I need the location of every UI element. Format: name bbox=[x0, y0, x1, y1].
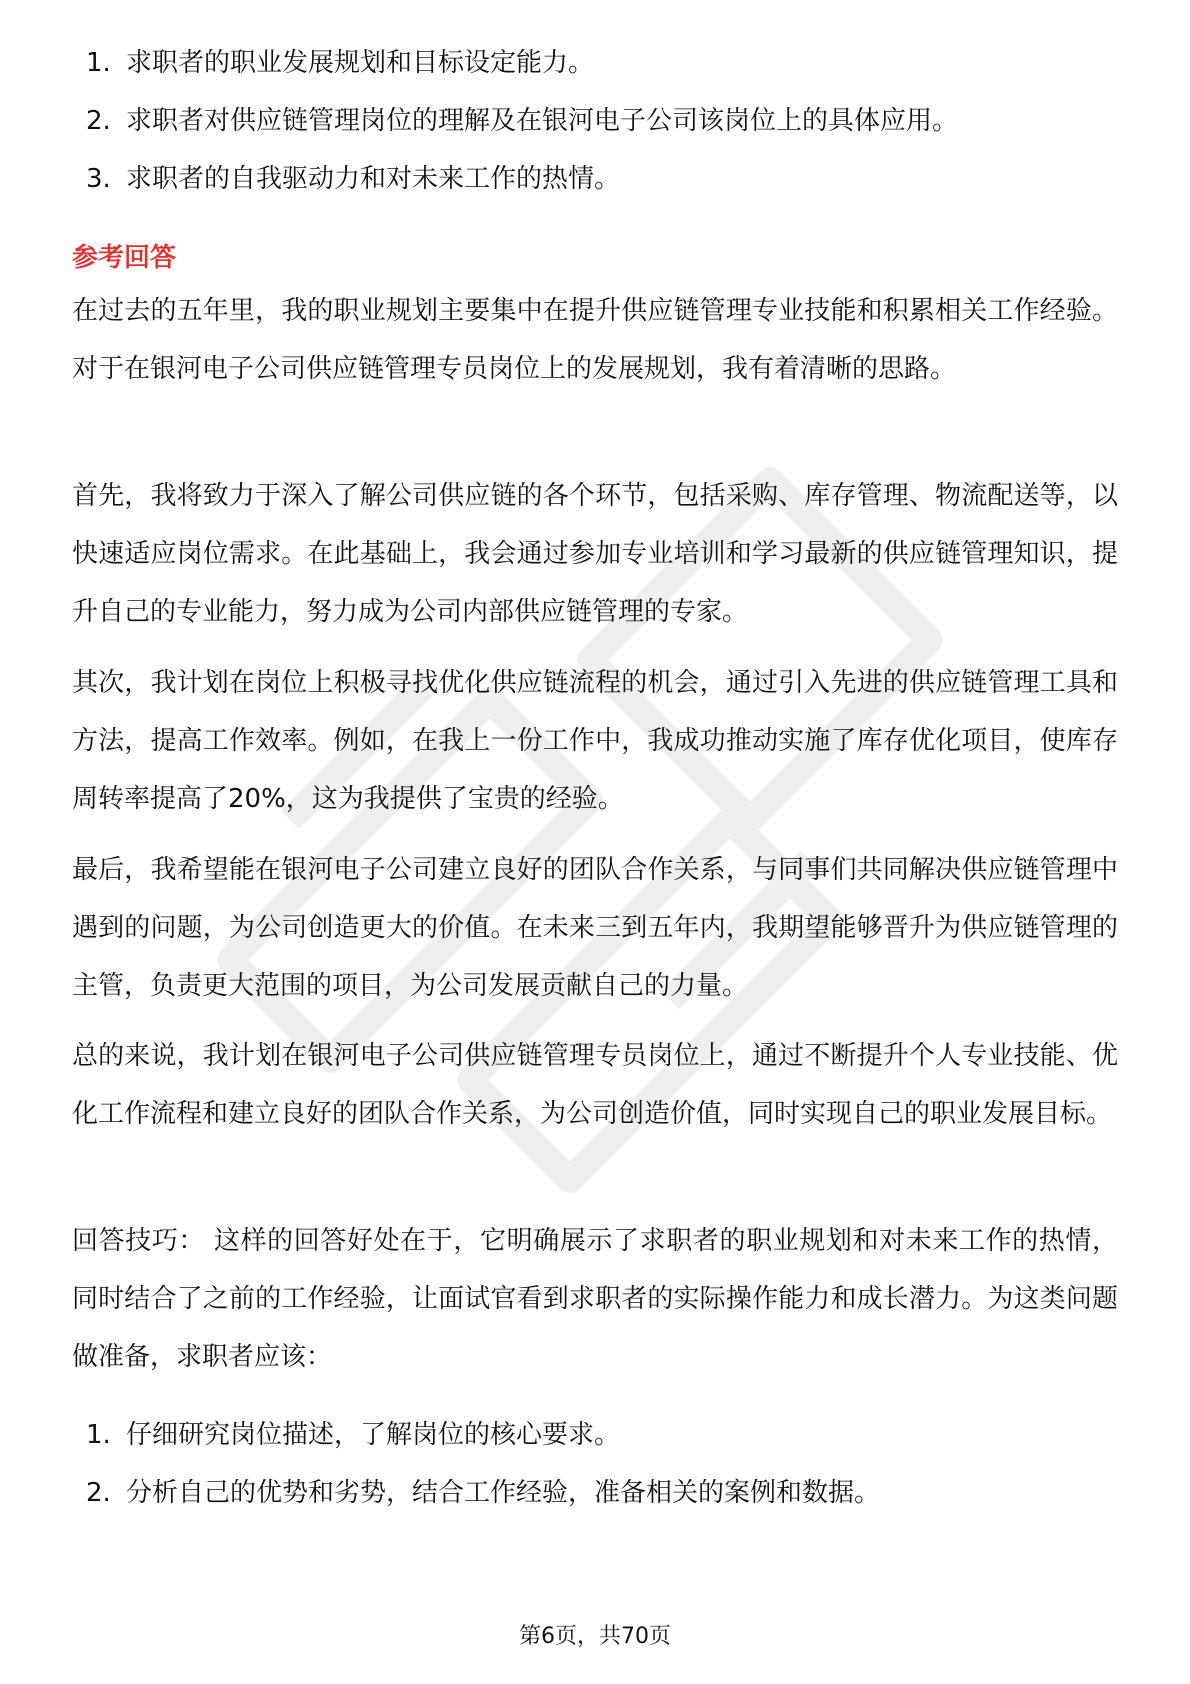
answer-paragraph: 最后，我希望能在银河电子公司建立良好的团队合作关系，与同事们共同解决供应链管理中遇到的问题，为公司创造更大的价值。在未来三到五年内，我期望能够晋升为供应链管理的主管，负责更大范围的项目，为公司发展贡献自己的力量。 bbox=[72, 855, 1118, 1001]
page-number: 第6页，共70页 bbox=[519, 1624, 671, 1649]
tips-list bbox=[86, 1406, 880, 1522]
answer-paragraph: 在过去的五年里，我的职业规划主要集中在提升供应链管理专业技能和积累相关工作经验。对于在银河电子公司供应链管理专员岗位上的发展规划，我有着清晰的思路。 bbox=[72, 296, 1118, 384]
list-item: 1. 仔细研究岗位描述，了解岗位的核心要求。 bbox=[86, 1420, 621, 1450]
answer-paragraph: 总的来说，我计划在银河电子公司供应链管理专员岗位上，通过不断提升个人专业技能、优化工作流程和建立良好的团队合作关系，为公司创造价值，同时实现自己的职业发展目标。 bbox=[72, 1041, 1118, 1129]
list-item: 2. 求职者对供应链管理岗位的理解及在银河电子公司该岗位上的具体应用。 bbox=[86, 106, 959, 136]
list-item: 3. 求职者的自我驱动力和对未来工作的热情。 bbox=[86, 164, 621, 194]
answer-paragraph: 其次，我计划在岗位上积极寻找优化供应链流程的机会，通过引入先进的供应链管理工具和方法，提高工作效率。例如，在我上一份工作中，我成功推动实施了库存优化项目，使库存周转率提高了20%，这为我提供了宝贵的经验。 bbox=[72, 668, 1118, 814]
answer-paragraph: 首先，我将致力于深入了解公司供应链的各个环节，包括采购、库存管理、物流配送等，以快速适应岗位需求。在此基础上，我会通过参加专业培训和学习最新的供应链管理知识，提升自己的专业能力，努力成为公司内部供应链管理的专家。 bbox=[72, 481, 1118, 627]
list-item: 1. 求职者的职业发展规划和目标设定能力。 bbox=[86, 48, 595, 78]
section-heading: 参考回答 bbox=[72, 243, 177, 273]
tips-paragraph: 回答技巧： 这样的回答好处在于，它明确展示了求职者的职业规划和对未来工作的热情，同时结合了之前的工作经验，让面试官看到求职者的实际操作能力和成长潜力。为这类问题做准备，求职者应该： bbox=[72, 1226, 1118, 1372]
list-item: 2. 分析自己的优势和劣势，结合工作经验，准备相关的案例和数据。 bbox=[86, 1478, 881, 1508]
requirements-list bbox=[86, 34, 958, 208]
